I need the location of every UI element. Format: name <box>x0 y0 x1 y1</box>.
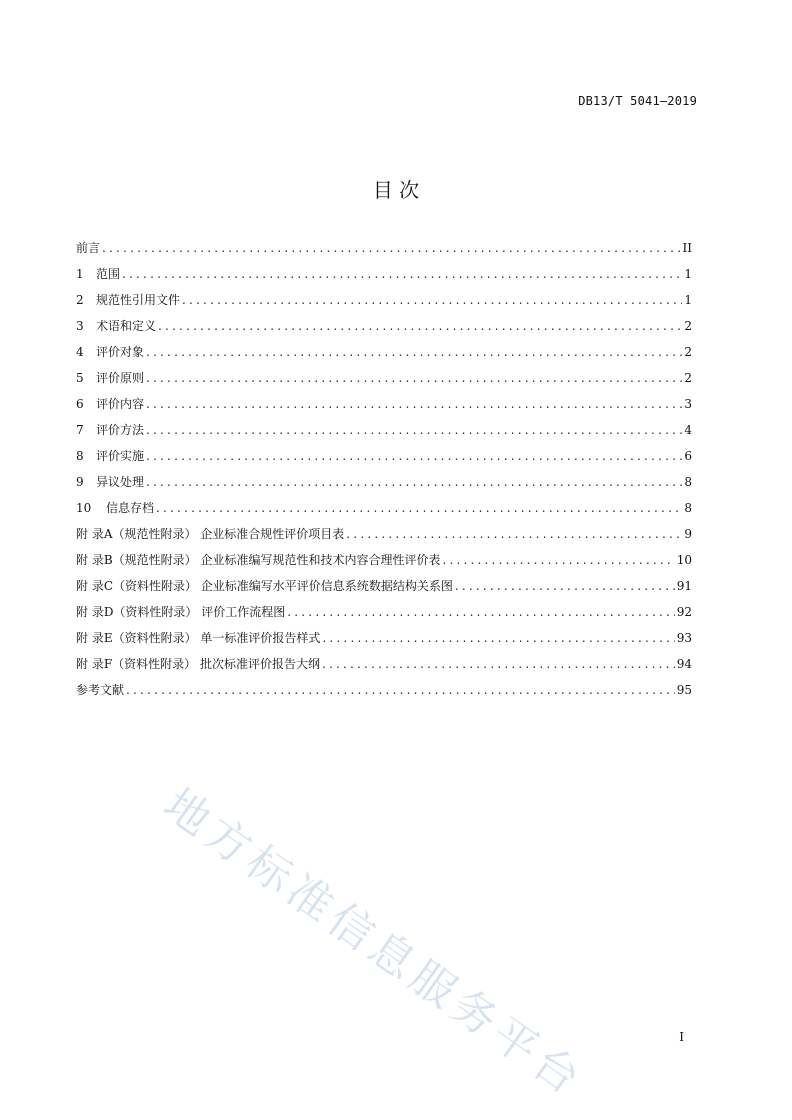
toc-leader-dots <box>146 420 682 440</box>
toc-leader-dots <box>322 654 675 674</box>
toc-entry-label: 参考文献 <box>76 683 125 697</box>
toc-entry-normative-references[interactable] <box>76 290 692 316</box>
toc-entry-page: 4 <box>684 423 692 437</box>
page-number: I <box>679 1030 684 1044</box>
toc-leader-dots <box>287 602 674 622</box>
toc-leader-dots <box>442 550 674 570</box>
toc-entry-foreword[interactable] <box>76 238 692 264</box>
toc-entry-label: 信息存档 <box>106 501 155 515</box>
toc-entry-page: 95 <box>676 683 692 697</box>
toc-entry-label: 评价方法 <box>96 423 145 437</box>
toc-leader-dots <box>126 680 675 700</box>
toc-entry-page: 94 <box>676 657 692 671</box>
toc-entry-page: 8 <box>684 501 692 515</box>
toc-entry-terms[interactable] <box>76 316 692 342</box>
toc-entry-page: 3 <box>684 397 692 411</box>
toc-entry-page: 2 <box>684 371 692 385</box>
toc-entry-label: 附 录E（资料性附录） 单一标准评价报告样式 <box>76 631 321 645</box>
toc-entry-label: 评价原则 <box>96 371 145 385</box>
toc-entry-page: 8 <box>684 475 692 489</box>
table-of-contents <box>76 238 692 706</box>
toc-entry-page: 2 <box>684 319 692 333</box>
toc-entry-label: 前言 <box>76 241 101 255</box>
toc-entry-appendix-f[interactable] <box>76 654 692 680</box>
toc-entry-label: 附 录D（资料性附录） 评价工作流程图 <box>76 605 286 619</box>
toc-leader-dots <box>146 472 682 492</box>
toc-leader-dots <box>158 316 682 336</box>
toc-entry-bibliography[interactable] <box>76 680 692 706</box>
toc-entry-number: 10 <box>76 501 92 515</box>
toc-leader-dots <box>146 342 682 362</box>
toc-entry-evaluation-principles[interactable] <box>76 368 692 394</box>
toc-entry-label: 范围 <box>96 267 121 281</box>
toc-leader-dots <box>146 394 682 414</box>
toc-entry-page: 6 <box>684 449 692 463</box>
toc-entry-appendix-d[interactable] <box>76 602 692 628</box>
toc-entry-label: 附 录A（规范性附录） 企业标准合规性评价项目表 <box>76 527 345 541</box>
toc-entry-number: 4 <box>76 345 84 359</box>
toc-entry-appendix-a[interactable] <box>76 524 692 550</box>
toc-entry-evaluation-object[interactable] <box>76 342 692 368</box>
toc-entry-evaluation-content[interactable] <box>76 394 692 420</box>
toc-leader-dots <box>346 524 682 544</box>
toc-leader-dots <box>102 238 681 258</box>
toc-entry-label: 术语和定义 <box>96 319 157 333</box>
toc-leader-dots <box>182 290 682 310</box>
toc-entry-label: 附 录B（规范性附录） 企业标准编写规范性和技术内容合理性评价表 <box>76 553 441 567</box>
toc-entry-page: 10 <box>676 553 692 567</box>
document-code: DB13/T 5041—2019 <box>578 94 697 108</box>
toc-leader-dots <box>455 576 675 596</box>
toc-entry-page: 9 <box>684 527 692 541</box>
toc-entry-number: 1 <box>76 267 84 281</box>
toc-entry-page: 92 <box>676 605 692 619</box>
toc-entry-scope[interactable] <box>76 264 692 290</box>
toc-entry-appendix-e[interactable] <box>76 628 692 654</box>
toc-entry-label: 规范性引用文件 <box>96 293 181 307</box>
toc-entry-objection-handling[interactable] <box>76 472 692 498</box>
toc-entry-page: 2 <box>684 345 692 359</box>
toc-entry-page: 91 <box>676 579 692 593</box>
toc-leader-dots <box>122 264 682 284</box>
toc-entry-number: 2 <box>76 293 84 307</box>
toc-entry-evaluation-method[interactable] <box>76 420 692 446</box>
toc-leader-dots <box>322 628 674 648</box>
toc-entry-label: 评价内容 <box>96 397 145 411</box>
toc-entry-label: 评价对象 <box>96 345 145 359</box>
toc-leader-dots <box>146 446 682 466</box>
toc-leader-dots <box>146 368 682 388</box>
toc-entry-label: 评价实施 <box>96 449 145 463</box>
toc-entry-appendix-c[interactable] <box>76 576 692 602</box>
toc-entry-information-archiving[interactable] <box>76 498 692 524</box>
toc-entry-page: II <box>682 241 692 255</box>
toc-entry-number: 5 <box>76 371 84 385</box>
toc-entry-number: 7 <box>76 423 84 437</box>
toc-entry-number: 8 <box>76 449 84 463</box>
toc-entry-label: 附 录F（资料性附录） 批次标准评价报告大纲 <box>76 657 320 671</box>
toc-title: 目 次 <box>372 178 420 202</box>
toc-entry-evaluation-implementation[interactable] <box>76 446 692 472</box>
toc-entry-label: 异议处理 <box>96 475 145 489</box>
toc-entry-number: 6 <box>76 397 84 411</box>
toc-leader-dots <box>156 498 682 518</box>
toc-entry-page: 93 <box>676 631 692 645</box>
toc-entry-appendix-b[interactable] <box>76 550 692 576</box>
toc-entry-label: 附 录C（资料性附录） 企业标准编写水平评价信息系统数据结构关系图 <box>76 579 453 593</box>
toc-entry-page: 1 <box>684 267 692 281</box>
toc-entry-number: 9 <box>76 475 84 489</box>
watermark: 地方标准信息服务平台 <box>154 779 594 1108</box>
toc-entry-page: 1 <box>684 293 692 307</box>
toc-entry-number: 3 <box>76 319 84 333</box>
